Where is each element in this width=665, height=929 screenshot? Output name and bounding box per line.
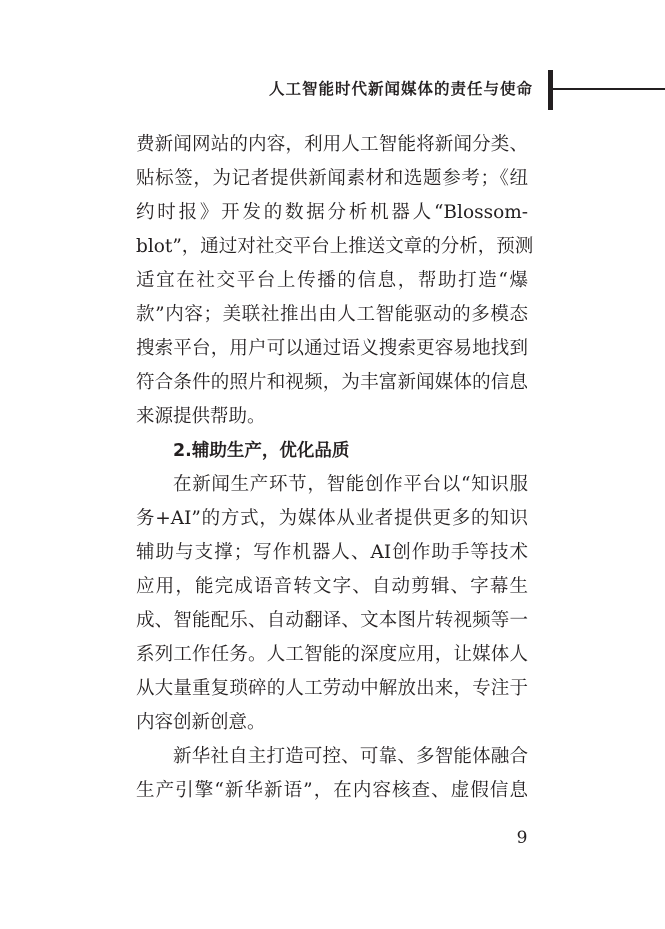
text-line: 约时报》开发的数据分析机器人“Blossom- (136, 202, 528, 223)
text-line: 款”内容；美联社推出由人工智能驱动的多模态 (136, 304, 528, 325)
running-header: 人工智能时代新闻媒体的责任与使命 (268, 80, 533, 98)
text-line: 成、智能配乐、自动翻译、文本图片转视频等一 (136, 610, 528, 631)
page-body (136, 128, 534, 808)
header-bar (548, 70, 553, 110)
text-line: blot”，通过对社交平台上推送文章的分析，预测 (136, 236, 534, 257)
text-line: 系列工作任务。人工智能的深度应用，让媒体人 (136, 644, 528, 665)
text-line: 从大量重复琐碎的人工劳动中解放出来，专注于 (136, 678, 528, 699)
text-line: 新华社自主打造可控、可靠、多智能体融合 (173, 746, 528, 767)
text-line: 来源提供帮助。 (136, 406, 266, 427)
paragraph-3 (136, 740, 528, 808)
text-line: 适宜在社交平台上传播的信息，帮助打造“爆 (136, 270, 528, 291)
text-line: 应用，能完成语音转文字、自动剪辑、字幕生 (136, 576, 528, 597)
text-line: 生产引擎“新华新语”，在内容核查、虚假信息 (136, 780, 528, 801)
paragraph-2 (136, 468, 528, 740)
page-number: 9 (516, 828, 528, 848)
section-heading: 2.辅助生产，优化品质 (173, 441, 350, 461)
text-line: 搜索平台，用户可以通过语义搜索更容易地找到 (136, 338, 528, 359)
text-line: 务+AI”的方式，为媒体从业者提供更多的知识 (136, 508, 528, 529)
text-line: 费新闻网站的内容，利用人工智能将新闻分类、 (136, 134, 528, 155)
paragraph-1 (136, 128, 534, 434)
text-line: 内容创新创意。 (136, 712, 266, 733)
text-line: 在新闻生产环节，智能创作平台以“知识服 (173, 474, 528, 495)
text-line: 贴标签，为记者提供新闻素材和选题参考；《纽 (136, 168, 528, 189)
text-line: 辅助与支撑；写作机器人、AI创作助手等技术 (136, 542, 528, 563)
header-rule (553, 88, 665, 90)
text-line: 符合条件的照片和视频，为丰富新闻媒体的信息 (136, 372, 528, 393)
